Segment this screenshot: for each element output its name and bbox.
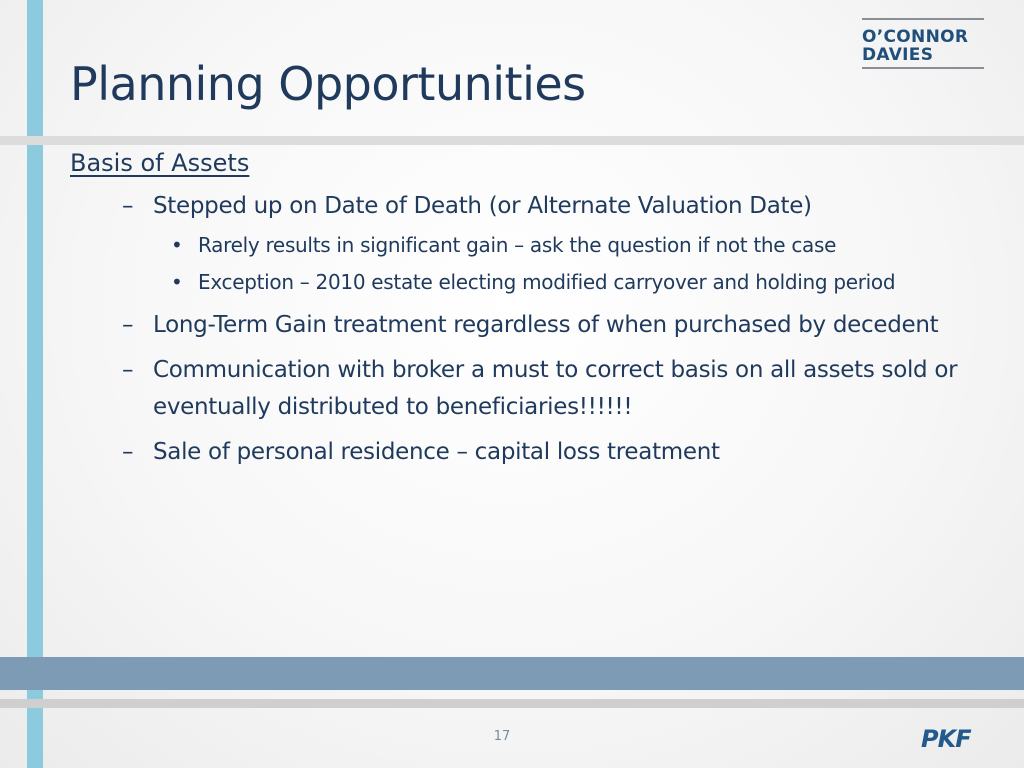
- list-item: [70, 434, 980, 471]
- logo-bottom-rule: [862, 67, 984, 69]
- logo-top-rule: [862, 18, 984, 20]
- bullet-marker: •: [171, 233, 183, 257]
- title-divider: [0, 136, 1024, 145]
- footer-rule: [0, 699, 1024, 708]
- logo-line-2: DAVIES: [862, 45, 934, 65]
- dash-marker: –: [122, 439, 134, 465]
- list-item: [70, 352, 980, 426]
- sub-list-item-text: Exception – 2010 estate electing modified carryover and holding period: [198, 270, 896, 294]
- dash-marker: –: [122, 312, 134, 338]
- pkf-logo: PKF: [921, 725, 971, 753]
- footer-band: [0, 657, 1024, 690]
- list-item-text: Sale of personal residence – capital loss treatment: [153, 439, 720, 465]
- logo-line-1: O’CONNOR: [862, 27, 969, 47]
- list-item: [70, 188, 980, 225]
- section-heading: Basis of Assets: [70, 149, 250, 177]
- list-item-text: Communication with broker a must to correct basis on all assets sold or eventually distributed to beneficiaries!!!!!!: [153, 357, 958, 420]
- dash-marker: –: [122, 193, 134, 219]
- dash-marker: –: [122, 357, 134, 383]
- sub-list-item: [70, 229, 980, 262]
- list-item: [70, 307, 980, 344]
- list-item-text: Stepped up on Date of Death (or Alternate Valuation Date): [153, 193, 812, 219]
- bullet-marker: •: [171, 270, 183, 294]
- oconnor-davies-logo: [862, 18, 984, 69]
- sub-list-item: [70, 266, 980, 299]
- slide-title: Planning Opportunities: [70, 57, 586, 111]
- sub-list-item-text: Rarely results in significant gain – ask the question if not the case: [198, 233, 837, 257]
- left-accent-bar: [27, 0, 43, 768]
- slide-body: [70, 146, 980, 471]
- page-number: 17: [493, 729, 511, 744]
- list-item-text: Long-Term Gain treatment regardless of when purchased by decedent: [153, 312, 939, 338]
